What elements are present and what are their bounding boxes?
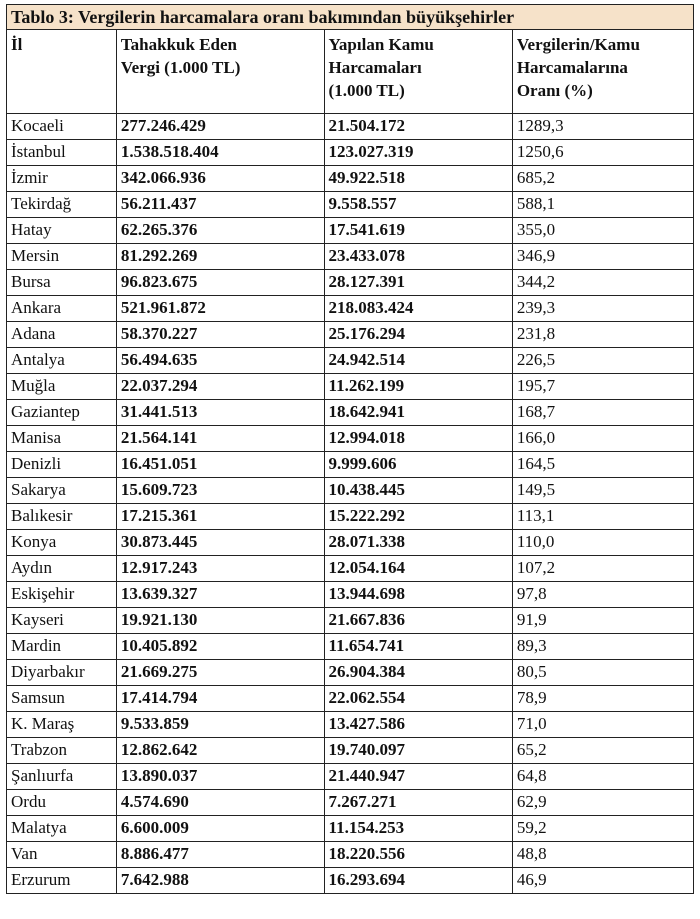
table-row (7, 582, 694, 608)
accrued-tax-cell: 10.405.892 (116, 634, 324, 660)
table-row (7, 166, 694, 192)
accrued-tax-cell: 521.961.872 (116, 296, 324, 322)
accrued-tax-cell: 56.211.437 (116, 192, 324, 218)
public-spending-cell: 24.942.514 (324, 348, 512, 374)
ratio-cell: 65,2 (512, 738, 693, 764)
table-row (7, 556, 694, 582)
public-spending-cell: 13.944.698 (324, 582, 512, 608)
table-row (7, 374, 694, 400)
accrued-tax-cell: 17.414.794 (116, 686, 324, 712)
province-cell: Aydın (7, 556, 117, 582)
province-cell: Sakarya (7, 478, 117, 504)
ratio-cell: 80,5 (512, 660, 693, 686)
public-spending-cell: 26.904.384 (324, 660, 512, 686)
province-cell: Denizli (7, 452, 117, 478)
province-cell: Erzurum (7, 868, 117, 894)
table-row (7, 478, 694, 504)
accrued-tax-cell: 9.533.859 (116, 712, 324, 738)
table-row (7, 114, 694, 140)
ratio-cell: 110,0 (512, 530, 693, 556)
ratio-cell: 231,8 (512, 322, 693, 348)
public-spending-cell: 123.027.319 (324, 140, 512, 166)
ratio-cell: 113,1 (512, 504, 693, 530)
ratio-cell: 195,7 (512, 374, 693, 400)
public-spending-cell: 10.438.445 (324, 478, 512, 504)
accrued-tax-cell: 58.370.227 (116, 322, 324, 348)
accrued-tax-cell: 31.441.513 (116, 400, 324, 426)
accrued-tax-cell: 22.037.294 (116, 374, 324, 400)
public-spending-cell: 18.220.556 (324, 842, 512, 868)
header-public-spending-line-1: Yapılan Kamu (328, 35, 434, 54)
province-cell: Mersin (7, 244, 117, 270)
ratio-cell: 59,2 (512, 816, 693, 842)
header-row (7, 30, 694, 114)
table-row (7, 868, 694, 894)
table-row (7, 426, 694, 452)
ratio-cell: 685,2 (512, 166, 693, 192)
province-cell: Kayseri (7, 608, 117, 634)
accrued-tax-cell: 19.921.130 (116, 608, 324, 634)
public-spending-cell: 21.667.836 (324, 608, 512, 634)
public-spending-cell: 28.071.338 (324, 530, 512, 556)
ratio-cell: 344,2 (512, 270, 693, 296)
province-cell: Şanlıurfa (7, 764, 117, 790)
public-spending-cell: 28.127.391 (324, 270, 512, 296)
table-row (7, 218, 694, 244)
ratio-cell: 62,9 (512, 790, 693, 816)
public-spending-cell: 16.293.694 (324, 868, 512, 894)
ratio-cell: 91,9 (512, 608, 693, 634)
province-cell: Eskişehir (7, 582, 117, 608)
table-caption: Tablo 3: Vergilerin harcamalara oranı bakımından büyükşehirler (6, 4, 694, 29)
header-ratio (512, 30, 693, 114)
table-row (7, 244, 694, 270)
public-spending-cell: 19.740.097 (324, 738, 512, 764)
ratio-cell: 107,2 (512, 556, 693, 582)
header-public-spending-line-3: (1.000 TL) (328, 81, 405, 100)
accrued-tax-cell: 13.890.037 (116, 764, 324, 790)
accrued-tax-cell: 6.600.009 (116, 816, 324, 842)
province-cell: Trabzon (7, 738, 117, 764)
public-spending-cell: 23.433.078 (324, 244, 512, 270)
ratio-cell: 168,7 (512, 400, 693, 426)
province-cell: Ordu (7, 790, 117, 816)
table-row (7, 738, 694, 764)
table-container (6, 4, 694, 894)
accrued-tax-cell: 277.246.429 (116, 114, 324, 140)
table-row (7, 790, 694, 816)
header-accrued-tax (116, 30, 324, 114)
header-ratio-line-2: Harcamalarına (516, 58, 628, 77)
accrued-tax-cell: 12.862.642 (116, 738, 324, 764)
table-row (7, 140, 694, 166)
ratio-cell: 164,5 (512, 452, 693, 478)
public-spending-cell: 218.083.424 (324, 296, 512, 322)
data-table (6, 29, 694, 894)
ratio-cell: 71,0 (512, 712, 693, 738)
public-spending-cell: 11.654.741 (324, 634, 512, 660)
province-cell: Diyarbakır (7, 660, 117, 686)
public-spending-cell: 9.558.557 (324, 192, 512, 218)
public-spending-cell: 12.994.018 (324, 426, 512, 452)
public-spending-cell: 49.922.518 (324, 166, 512, 192)
public-spending-cell: 17.541.619 (324, 218, 512, 244)
header-province-line: İl (11, 35, 23, 54)
province-cell: Adana (7, 322, 117, 348)
table-row (7, 192, 694, 218)
header-ratio-line-1: Vergilerin/Kamu (516, 35, 640, 54)
table-row (7, 348, 694, 374)
province-cell: Gaziantep (7, 400, 117, 426)
public-spending-cell: 25.176.294 (324, 322, 512, 348)
province-cell: K. Maraş (7, 712, 117, 738)
province-cell: Muğla (7, 374, 117, 400)
province-cell: Kocaeli (7, 114, 117, 140)
header-public-spending (324, 30, 512, 114)
public-spending-cell: 9.999.606 (324, 452, 512, 478)
accrued-tax-cell: 81.292.269 (116, 244, 324, 270)
table-row (7, 634, 694, 660)
accrued-tax-cell: 4.574.690 (116, 790, 324, 816)
public-spending-cell: 11.262.199 (324, 374, 512, 400)
ratio-cell: 89,3 (512, 634, 693, 660)
public-spending-cell: 21.440.947 (324, 764, 512, 790)
province-cell: İstanbul (7, 140, 117, 166)
ratio-cell: 1289,3 (512, 114, 693, 140)
ratio-cell: 166,0 (512, 426, 693, 452)
accrued-tax-cell: 56.494.635 (116, 348, 324, 374)
header-ratio-line-3: Oranı (%) (516, 81, 593, 100)
table-row (7, 504, 694, 530)
province-cell: Hatay (7, 218, 117, 244)
public-spending-cell: 13.427.586 (324, 712, 512, 738)
province-cell: Bursa (7, 270, 117, 296)
accrued-tax-cell: 7.642.988 (116, 868, 324, 894)
accrued-tax-cell: 62.265.376 (116, 218, 324, 244)
accrued-tax-cell: 1.538.518.404 (116, 140, 324, 166)
province-cell: Manisa (7, 426, 117, 452)
province-cell: Samsun (7, 686, 117, 712)
ratio-cell: 97,8 (512, 582, 693, 608)
accrued-tax-cell: 30.873.445 (116, 530, 324, 556)
table-row (7, 296, 694, 322)
header-accrued-tax-line-2: Vergi (1.000 TL) (120, 58, 241, 77)
table-row (7, 764, 694, 790)
accrued-tax-cell: 15.609.723 (116, 478, 324, 504)
table-row (7, 660, 694, 686)
ratio-cell: 226,5 (512, 348, 693, 374)
public-spending-cell: 21.504.172 (324, 114, 512, 140)
ratio-cell: 48,8 (512, 842, 693, 868)
public-spending-cell: 22.062.554 (324, 686, 512, 712)
public-spending-cell: 12.054.164 (324, 556, 512, 582)
table-row (7, 712, 694, 738)
accrued-tax-cell: 12.917.243 (116, 556, 324, 582)
province-cell: İzmir (7, 166, 117, 192)
accrued-tax-cell: 17.215.361 (116, 504, 324, 530)
province-cell: Konya (7, 530, 117, 556)
province-cell: Tekirdağ (7, 192, 117, 218)
public-spending-cell: 7.267.271 (324, 790, 512, 816)
table-row (7, 816, 694, 842)
header-accrued-tax-line-1: Tahakkuk Eden (120, 35, 238, 54)
ratio-cell: 1250,6 (512, 140, 693, 166)
table-row (7, 608, 694, 634)
accrued-tax-cell: 21.669.275 (116, 660, 324, 686)
ratio-cell: 355,0 (512, 218, 693, 244)
ratio-cell: 78,9 (512, 686, 693, 712)
province-cell: Malatya (7, 816, 117, 842)
accrued-tax-cell: 342.066.936 (116, 166, 324, 192)
table-body (7, 114, 694, 894)
header-public-spending-line-2: Harcamaları (328, 58, 422, 77)
table-row (7, 400, 694, 426)
accrued-tax-cell: 21.564.141 (116, 426, 324, 452)
ratio-cell: 588,1 (512, 192, 693, 218)
table-row (7, 686, 694, 712)
ratio-cell: 149,5 (512, 478, 693, 504)
public-spending-cell: 18.642.941 (324, 400, 512, 426)
province-cell: Balıkesir (7, 504, 117, 530)
province-cell: Mardin (7, 634, 117, 660)
accrued-tax-cell: 13.639.327 (116, 582, 324, 608)
ratio-cell: 239,3 (512, 296, 693, 322)
public-spending-cell: 15.222.292 (324, 504, 512, 530)
accrued-tax-cell: 16.451.051 (116, 452, 324, 478)
table-row (7, 842, 694, 868)
province-cell: Antalya (7, 348, 117, 374)
header-province (7, 30, 117, 114)
accrued-tax-cell: 8.886.477 (116, 842, 324, 868)
table-row (7, 530, 694, 556)
ratio-cell: 46,9 (512, 868, 693, 894)
province-cell: Van (7, 842, 117, 868)
ratio-cell: 346,9 (512, 244, 693, 270)
public-spending-cell: 11.154.253 (324, 816, 512, 842)
table-row (7, 452, 694, 478)
accrued-tax-cell: 96.823.675 (116, 270, 324, 296)
table-row (7, 322, 694, 348)
province-cell: Ankara (7, 296, 117, 322)
table-row (7, 270, 694, 296)
ratio-cell: 64,8 (512, 764, 693, 790)
